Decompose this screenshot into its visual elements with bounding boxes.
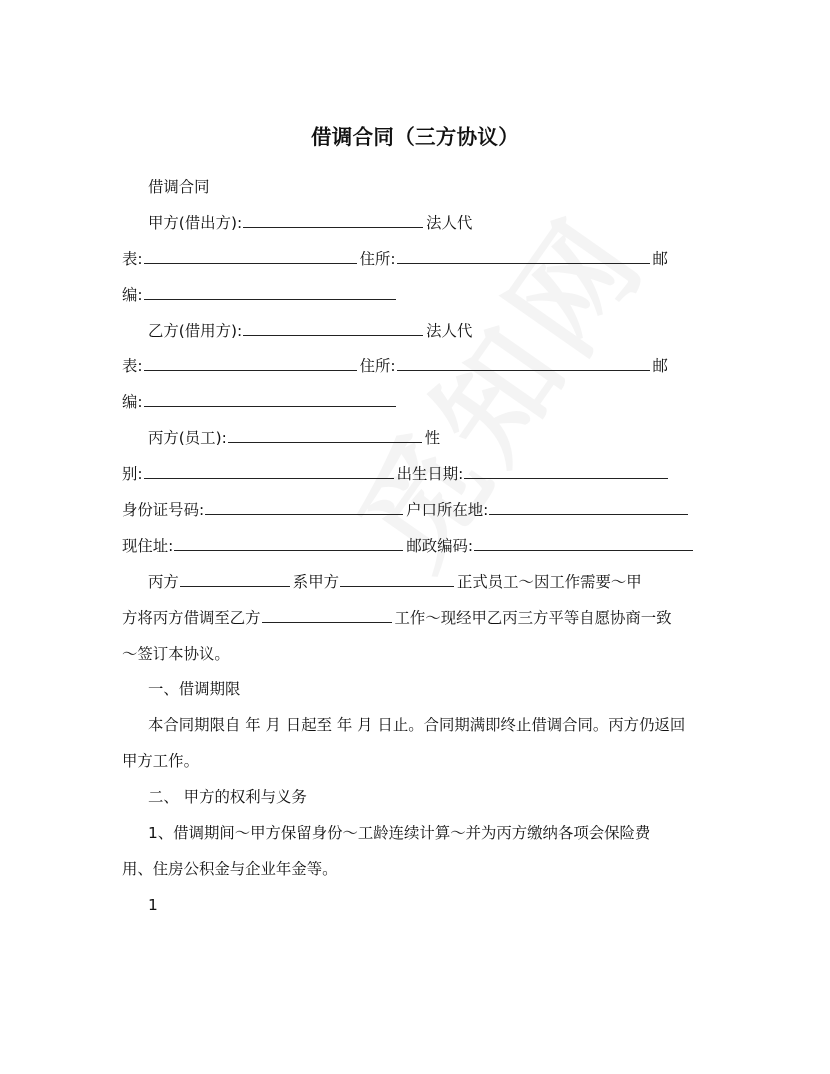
text: ～签订本协议。 xyxy=(122,644,230,663)
paragraph-line xyxy=(122,565,722,601)
text: 户口所在地: xyxy=(406,501,489,520)
party-c-line xyxy=(122,421,722,457)
party-a-zip-line xyxy=(122,278,722,314)
text: 丙方 xyxy=(148,572,179,591)
text: 用、住房公积金与企业年金等。 xyxy=(122,859,338,878)
blank-field[interactable] xyxy=(474,537,693,551)
party-b-rep-line xyxy=(122,349,722,385)
text: 借调合同 xyxy=(148,178,210,196)
blank-field[interactable] xyxy=(262,609,392,623)
blank-field[interactable] xyxy=(397,250,650,264)
id-hukou-line xyxy=(122,493,722,529)
gender-birth-line xyxy=(122,457,722,493)
text: 表: xyxy=(122,249,143,268)
text: 住所: xyxy=(359,357,396,376)
blank-field[interactable] xyxy=(144,286,396,300)
paragraph-line xyxy=(122,637,722,673)
text: 一、借调期限 xyxy=(148,680,241,699)
text: 工作～现经甲乙丙三方平等自愿协商一致 xyxy=(394,608,672,627)
blank-field[interactable] xyxy=(464,465,668,479)
blank-field[interactable] xyxy=(243,214,423,228)
text: 二、 甲方的权利与义务 xyxy=(148,788,307,807)
party-a-line xyxy=(122,206,722,242)
text: 甲方工作。 xyxy=(122,752,199,771)
blank-field[interactable] xyxy=(180,573,290,587)
paragraph-line xyxy=(122,852,722,888)
blank-field[interactable] xyxy=(144,465,394,479)
text: 法人代 xyxy=(426,321,473,340)
party-a-rep-line xyxy=(122,242,722,278)
text: 甲方(借出方): xyxy=(148,213,243,232)
text: 乙方(借用方): xyxy=(148,321,243,340)
text: 邮 xyxy=(652,249,668,268)
party-b-zip-line xyxy=(122,385,722,421)
text: 法人代 xyxy=(426,213,473,232)
text: 表: xyxy=(122,357,143,376)
text: 正式员工～因工作需要～甲 xyxy=(456,572,642,591)
blank-field[interactable] xyxy=(489,501,688,515)
paragraph-line xyxy=(122,601,722,637)
page-number xyxy=(122,888,722,924)
text: 身份证号码: xyxy=(122,501,205,520)
paragraph-line xyxy=(122,744,722,780)
text: 1、借调期间～甲方保留身份～工龄连续计算～并为丙方缴纳各项会保险费 xyxy=(148,824,651,843)
text: 别: xyxy=(122,465,143,484)
text: 编: xyxy=(122,393,143,412)
address-zip-line xyxy=(122,529,722,565)
blank-field[interactable] xyxy=(174,537,403,551)
document-title: 借调合同（三方协议） xyxy=(311,125,519,149)
text: 住所: xyxy=(359,249,396,268)
document-body xyxy=(122,170,722,924)
blank-field[interactable] xyxy=(340,573,454,587)
blank-field[interactable] xyxy=(243,322,423,336)
section-heading xyxy=(122,672,722,708)
paragraph-line xyxy=(122,708,722,744)
text: 系甲方 xyxy=(292,572,339,591)
text: 丙方(员工): xyxy=(148,429,227,448)
text: 出生日期: xyxy=(396,465,464,484)
text: 邮政编码: xyxy=(406,536,474,555)
section-heading xyxy=(122,780,722,816)
text: 1 xyxy=(148,895,158,914)
blank-field[interactable] xyxy=(144,250,357,264)
text: 方将丙方借调至乙方 xyxy=(122,608,261,627)
subtitle-line xyxy=(122,170,722,206)
text: 本合同期限自 年 月 日起至 年 月 日止。合同期满即终止借调合同。丙方仍返回 xyxy=(148,716,686,735)
party-b-line xyxy=(122,314,722,350)
text: 现住址: xyxy=(122,536,174,555)
paragraph-line xyxy=(122,816,722,852)
blank-field[interactable] xyxy=(205,501,403,515)
blank-field[interactable] xyxy=(144,393,396,407)
blank-field[interactable] xyxy=(397,357,650,371)
text: 邮 xyxy=(652,357,668,376)
blank-field[interactable] xyxy=(228,429,422,443)
text: 性 xyxy=(424,429,441,448)
blank-field[interactable] xyxy=(144,357,357,371)
text: 编: xyxy=(122,285,143,304)
